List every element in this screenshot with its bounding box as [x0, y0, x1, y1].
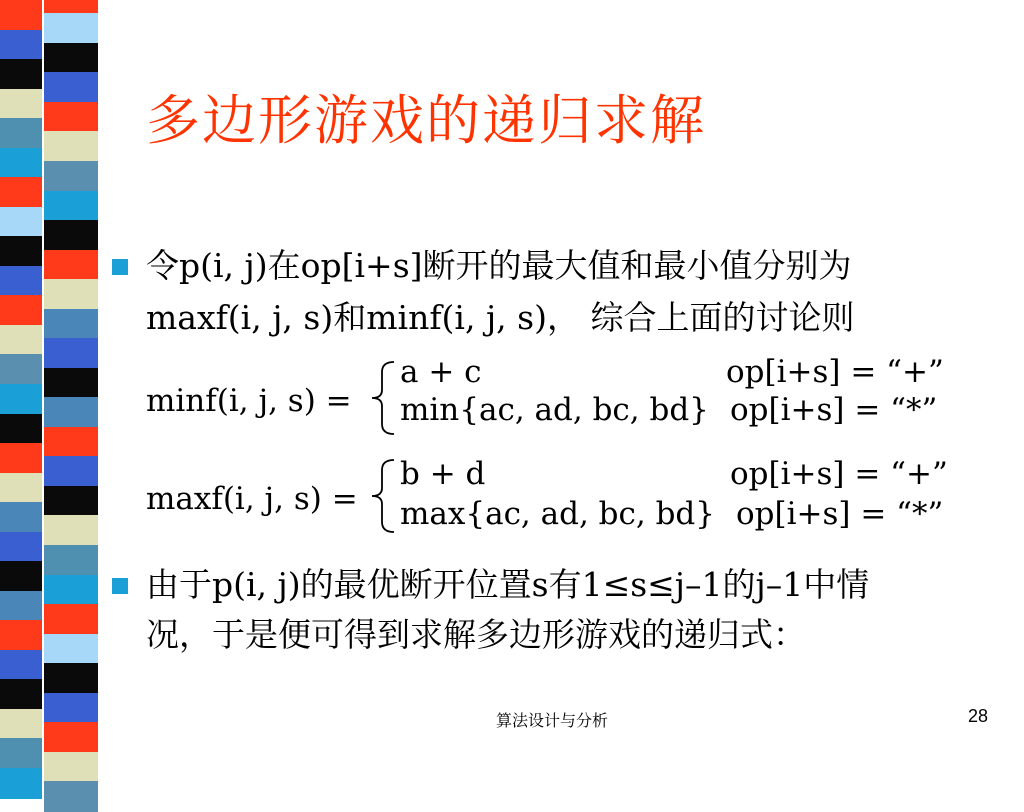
stripe-block [44, 161, 98, 192]
stripe-block [44, 13, 98, 44]
bullet-marker-2 [112, 578, 128, 594]
stripe-block [44, 634, 98, 665]
stripe-block [0, 89, 42, 120]
stripe-block [0, 325, 42, 356]
footer-course-name: 算法设计与分析 [496, 711, 609, 730]
stripe-block [44, 456, 98, 487]
maxf-case-2-expr: max{ac, ad, bc, bd} [400, 496, 715, 532]
stripe-block [0, 502, 42, 533]
stripe-block [44, 545, 98, 576]
stripe-block [44, 427, 98, 458]
stripe-block [44, 604, 98, 635]
left-brace-icon [368, 458, 398, 534]
stripe-block [0, 679, 42, 710]
bullet-2-line-2: 况，于是便可得到求解多边形游戏的递归式： [146, 615, 806, 654]
stripe-block [44, 752, 98, 783]
left-brace-icon [368, 360, 398, 436]
stripe-block [44, 397, 98, 428]
stripe-block [44, 781, 98, 812]
stripe-block [44, 220, 98, 251]
stripe-block [0, 266, 42, 297]
stripe-block [44, 368, 98, 399]
stripe-block [0, 443, 42, 474]
bullet-1-line-2: maxf(i, j, s)和minf(i, j, s)， 综合上面的讨论则 [146, 298, 855, 337]
stripe-block [44, 72, 98, 103]
stripe-block [44, 486, 98, 517]
stripe-block [44, 722, 98, 753]
stripe-block [0, 414, 42, 445]
stripe-block [0, 384, 42, 415]
minf-case-1-cond: op[i+s] = “+” [726, 354, 944, 390]
stripe-block [44, 0, 98, 14]
maxf-case-2-cond: op[i+s] = “*” [736, 496, 944, 532]
slide-title: 多边形游戏的递归求解 [146, 89, 706, 152]
stripe-block [0, 236, 42, 267]
stripe-block [44, 43, 98, 74]
stripe-block [0, 738, 42, 769]
stripe-block [44, 575, 98, 606]
maxf-case-1-cond: op[i+s] = “+” [730, 456, 948, 492]
stripe-block [0, 59, 42, 90]
bullet-marker-1 [112, 259, 128, 275]
stripe-block [44, 338, 98, 369]
stripe-block [44, 250, 98, 281]
stripe-block [0, 768, 42, 799]
stripe-block [0, 295, 42, 326]
minf-case-1-expr: a + c [400, 354, 482, 390]
stripe-block [44, 515, 98, 546]
minf-case-2-expr: min{ac, ad, bc, bd} [400, 392, 709, 428]
stripe-block [0, 620, 42, 651]
stripe-block [44, 279, 98, 310]
bullet-2-line-1: 由于p(i, j)的最优断开位置s有1≤s≤j–1的j–1中情 [146, 565, 870, 604]
stripe-block [0, 591, 42, 622]
maxf-case-1-expr: b + d [400, 456, 486, 492]
minf-label: minf(i, j, s) = [146, 383, 352, 419]
stripe-block [0, 148, 42, 179]
decorative-stripe-bar [0, 0, 110, 768]
page-number: 28 [968, 706, 989, 726]
stripe-block [0, 0, 42, 31]
stripe-block [0, 30, 42, 61]
maxf-label: maxf(i, j, s) = [146, 481, 358, 517]
stripe-block [0, 118, 42, 149]
stripe-block [44, 102, 98, 133]
stripe-block [0, 207, 42, 238]
stripe-block [0, 709, 42, 740]
stripe-block [44, 131, 98, 162]
stripe-block [0, 177, 42, 208]
stripe-block [44, 693, 98, 724]
stripe-block [0, 473, 42, 504]
stripe-block [0, 650, 42, 681]
stripe-block [44, 663, 98, 694]
stripe-block [44, 191, 98, 222]
stripe-block [0, 354, 42, 385]
stripe-block [0, 561, 42, 592]
minf-case-2-cond: op[i+s] = “*” [730, 392, 938, 428]
bullet-1-line-1: 令p(i, j)在op[i+s]断开的最大值和最小值分别为 [146, 246, 852, 285]
stripe-block [0, 532, 42, 563]
stripe-block [44, 309, 98, 340]
